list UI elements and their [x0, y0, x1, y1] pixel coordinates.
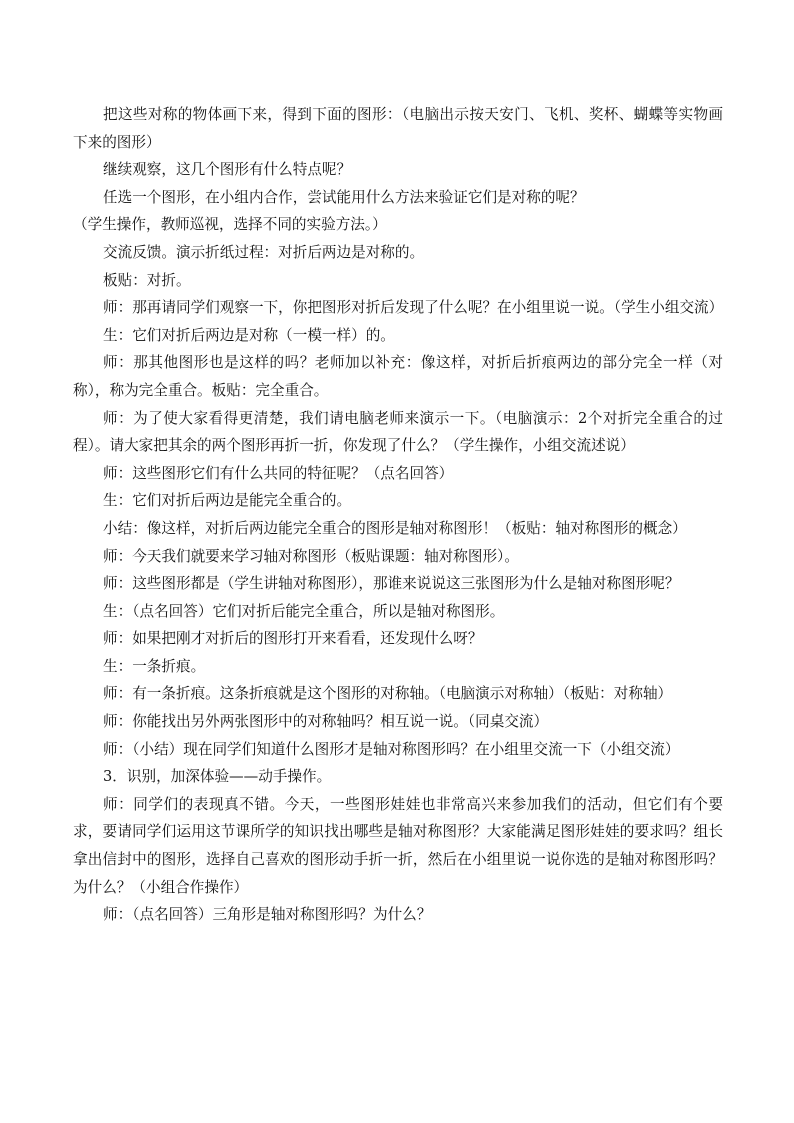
paragraph: 师：你能找出另外两张图形中的对称轴吗？相互说一说。（同桌交流） — [103, 713, 549, 731]
paragraph: 师：有一条折痕。这条折痕就是这个图形的对称轴。（电脑演示对称轴）（板贴：对称轴） — [103, 685, 673, 703]
paragraph: 师：如果把刚才对折后的图形打开来看看，还发现什么呀？ — [103, 630, 483, 648]
paragraph: 把这些对称的物体画下来，得到下面的图形：（电脑出示按天安门、飞机、奖杯、蝴蝶等实物画下来的图形） — [73, 106, 723, 151]
paragraph: 师：这些图形它们有什么共同的特征呢？（点名回答） — [103, 464, 454, 482]
paragraph: 任选一个图形，在小组内合作，尝试能用什么方法来验证它们是对称的呢？ — [103, 188, 585, 206]
paragraph: 师：那其他图形也是这样的吗？老师加以补充：像这样，对折后折痕两边的部分完全一样（对称），称为完全重合。板贴：完全重合。 — [73, 354, 723, 399]
paragraph: 师：（小结）现在同学们知道什么图形才是轴对称图形吗？在小组里交流一下（小组交流） — [103, 740, 680, 758]
paragraph: 3．识别，加深体验——动手操作。 — [103, 768, 332, 786]
paragraph: 师：今天我们就要来学习轴对称图形（板贴课题：轴对称图形）。 — [103, 547, 519, 565]
paragraph: 生：它们对折后两边是能完全重合的。 — [103, 492, 352, 510]
paragraph: 师：这些图形都是（学生讲轴对称图形），那谁来说说这三张图形为什么是轴对称图形呢？ — [103, 575, 680, 593]
paragraph: 生：（点名回答）它们对折后能完全重合，所以是轴对称图形。 — [103, 602, 505, 620]
paragraph: （学生操作，教师巡视，选择不同的实验方法。） — [73, 216, 387, 234]
paragraph: 继续观察，这几个图形有什么特点呢？ — [103, 161, 352, 179]
paragraph: 师：那再请同学们观察一下，你把图形对折后发现了什么呢？在小组里说一说。（学生小组交流） — [103, 299, 724, 317]
lesson-text — [73, 101, 723, 929]
paragraph: 师：为了使大家看得更清楚，我们请电脑老师来演示一下。（电脑演示：2个对折完全重合的过程）。请大家把其余的两个图形再折一折，你发现了什么？（学生操作，小组交流述说） — [73, 409, 723, 455]
paragraph: 交流反馈。演示折纸过程：对折后两边是对称的。 — [103, 243, 425, 261]
paragraph: 板贴：对折。 — [103, 271, 191, 289]
paragraph: 小结：像这样，对折后两边能完全重合的图形是轴对称图形！（板贴：轴对称图形的概念） — [103, 519, 687, 537]
paragraph: 生：它们对折后两边是对称（一模一样）的。 — [103, 326, 395, 344]
paragraph: 师：同学们的表现真不错。今天，一些图形娃娃也非常高兴来参加我们的活动，但它们有个要求，要请同学们运用这节课所学的知识找出哪些是轴对称图形？大家能满足图形娃娃的要求吗？组长拿出信封中的图形，选择自己喜欢的图形动手折一折，然后在小组里说一说你选的是轴对称图形吗？为什么？（小组合作操作） — [73, 795, 723, 896]
paragraph: 师：（点名回答）三角形是轴对称图形吗？为什么？ — [103, 906, 432, 924]
paragraph: 生：一条折痕。 — [103, 657, 206, 675]
